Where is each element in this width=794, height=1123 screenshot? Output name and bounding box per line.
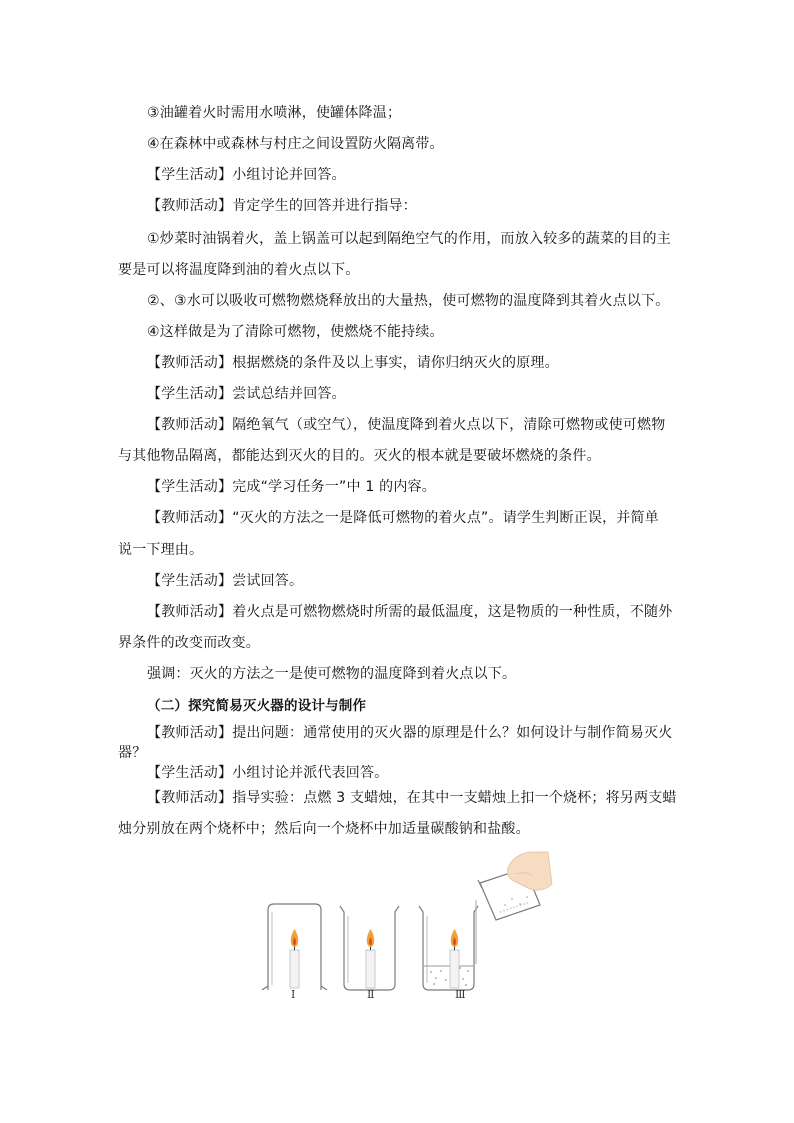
text-line-5: ①炒菜时油锅着火，盖上锅盖可以起到隔绝空气的作用，而放入较多的蔬菜的目的主 bbox=[147, 231, 671, 247]
text-line-10: 【学生活动】尝试总结并回答。 bbox=[147, 386, 346, 402]
text-line-22: 器？ bbox=[118, 745, 147, 761]
figure-label-3: Ⅲ bbox=[455, 988, 466, 1001]
text-line-13: 【学生活动】完成“学习任务一”中 1 的内容。 bbox=[147, 479, 436, 495]
text-line-17: 【教师活动】着火点是可燃物燃烧时所需的最低温度，这是物质的一种性质，不随外 bbox=[147, 604, 673, 620]
experiment-illustration bbox=[255, 848, 555, 1018]
candle-2 bbox=[366, 929, 375, 988]
text-line-2: ④在森林中或森林与村庄之间设置防火隔离带。 bbox=[147, 136, 444, 152]
text-line-9: 【教师活动】根据燃烧的条件及以上事实，请你归纳灭火的原理。 bbox=[147, 355, 559, 371]
text-line-6: 要是可以将温度降到油的着火点以下。 bbox=[118, 262, 360, 278]
text-line-15: 说一下理由。 bbox=[118, 542, 204, 558]
text-line-7: ②、③水可以吸收可燃物燃烧释放出的大量热，使可燃物的温度降到其着火点以下。 bbox=[147, 293, 670, 309]
text-line-24: 【教师活动】指导实验：点燃 3 支蜡烛，在其中一支蜡烛上扣一个烧杯；将另两支蜡 bbox=[147, 790, 677, 806]
hand-illustration bbox=[507, 852, 552, 890]
text-line-16: 【学生活动】尝试回答。 bbox=[147, 573, 304, 589]
text-line-23: 【学生活动】小组讨论并派代表回答。 bbox=[147, 765, 389, 781]
text-line-18: 界条件的改变而改变。 bbox=[118, 635, 260, 651]
text-line-8: ④这样做是为了清除可燃物，使燃烧不能持续。 bbox=[147, 324, 444, 340]
candle-3 bbox=[450, 929, 459, 988]
bubbles bbox=[430, 967, 469, 986]
section-heading: （二）探究简易灭火器的设计与制作 bbox=[147, 698, 367, 714]
text-line-25: 烛分别放在两个烧杯中；然后向一个烧杯中加适量碳酸钠和盐酸。 bbox=[118, 821, 530, 837]
text-line-14: 【教师活动】“灭火的方法之一是降低可燃物的着火点”。请学生判断正误，并简单 bbox=[147, 510, 659, 526]
figure-label-2: Ⅱ bbox=[367, 988, 375, 1001]
text-line-1: ③油罐着火时需用水喷淋，使罐体降温； bbox=[147, 105, 402, 121]
candle-1 bbox=[290, 929, 299, 988]
beaker-3 bbox=[419, 906, 478, 990]
text-line-3: 【学生活动】小组讨论并回答。 bbox=[147, 167, 346, 183]
text-line-12: 与其他物品隔离，都能达到灭火的目的。灭火的根本就是要破坏燃烧的条件。 bbox=[118, 448, 601, 464]
text-line-11: 【教师活动】隔绝氧气（或空气），使温度降到着火点以下，清除可燃物或使可燃物 bbox=[147, 417, 666, 433]
text-line-4: 【教师活动】肯定学生的回答并进行指导： bbox=[147, 198, 417, 214]
figure-label-1: Ⅰ bbox=[291, 988, 296, 1001]
text-line-21: 【教师活动】提出问题：通常使用的灭火器的原理是什么？如何设计与制作简易灭火 bbox=[147, 725, 673, 741]
text-line-19: 强调：灭火的方法之一是使可燃物的温度降到着火点以下。 bbox=[147, 666, 517, 682]
